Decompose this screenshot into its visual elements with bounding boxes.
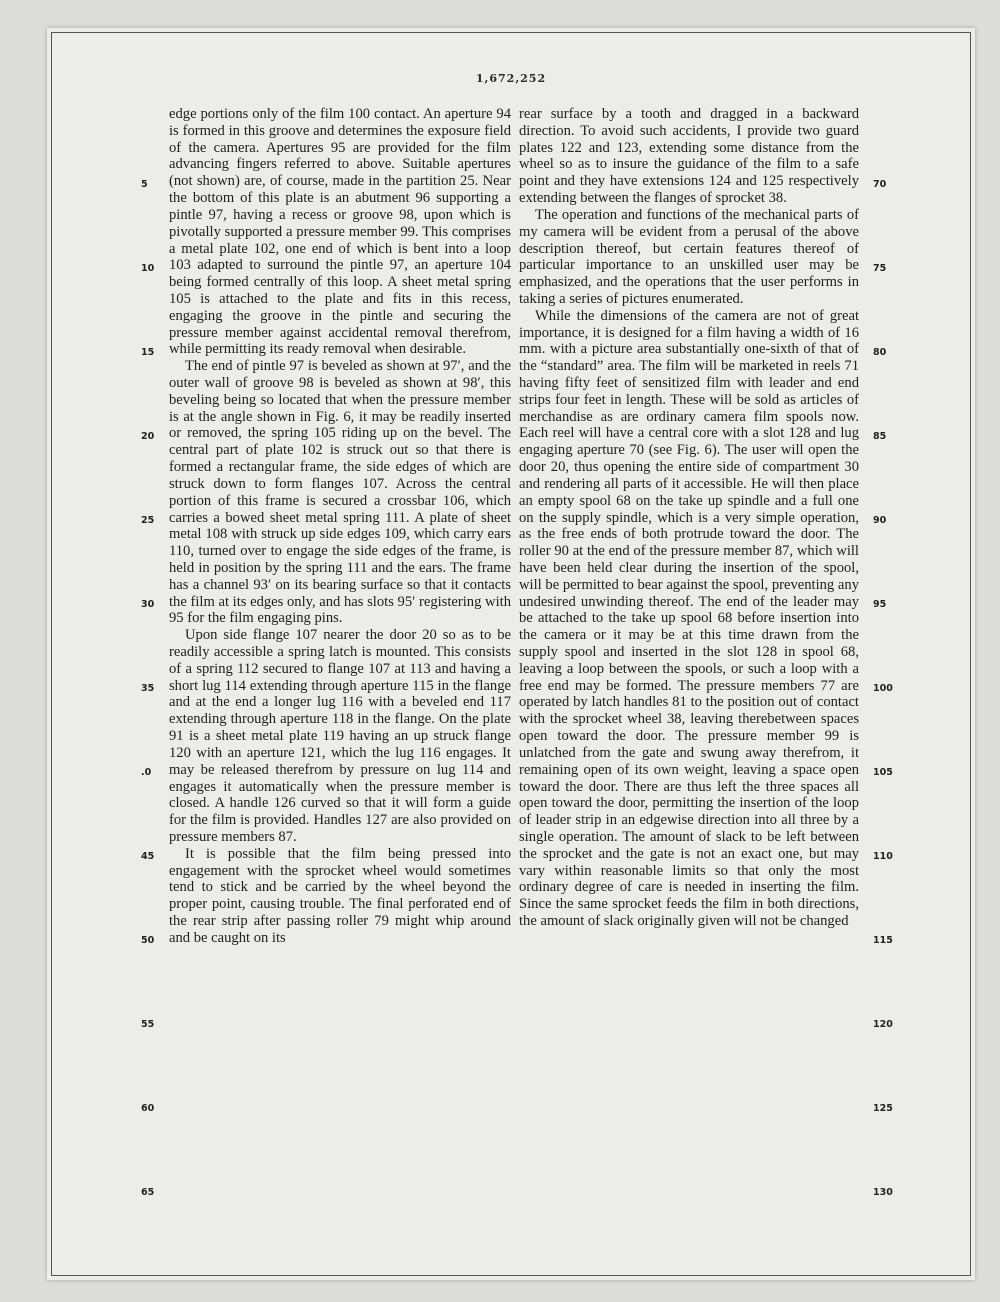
line-number: 90	[873, 515, 887, 526]
line-number: 5	[141, 179, 148, 190]
line-number: 115	[873, 935, 893, 946]
line-number: 60	[141, 1103, 155, 1114]
left-column	[169, 106, 511, 947]
line-number: 65	[141, 1187, 155, 1198]
left-paragraph-4: It is possible that the film being pressed into engagement with the sprocket wheel would sometimes tend to stick and be carried by the wheel beyond the proper point, causing trouble. The final perforated end of the rear strip after passing roller 79 might whip around and be caught on its	[169, 845, 511, 946]
right-paragraph-1: rear surface by a tooth and dragged in a backward direction. To avoid such accidents, I provide two guard plates 122 and 123, extending some distance from the wheel so as to insure the guidance of the film to a safe point and they have extensions 124 and 125 respectively extending between the flanges of sprocket 38.	[519, 106, 859, 207]
left-paragraph-3: Upon side flange 107 nearer the door 20 so as to be readily accessible a spring latch is mounted. This consists of a spring 112 secured to flange 107 at 113 and having a short lug 114 extending through aperture 115 in the flange and at the end a longer lug 116 with a beveled end 117 extending through aperture 118 in the flange. On the plate 91 is a sheet metal plate 119 having an up struck flange 120 with an aperture 121, which the lug 116 engages. It may be released therefrom by pressure on lug 114 and engages it automatically when the pressure member is closed. A handle 126 curved so that it will form a guide for the film is provided. Handles 127 are also provided on pressure members 87.	[169, 627, 511, 845]
line-number: 80	[873, 347, 887, 358]
line-number: 20	[141, 431, 155, 442]
line-number: 25	[141, 515, 155, 526]
line-number: 45	[141, 851, 155, 862]
line-number: 10	[141, 263, 155, 274]
line-number: 55	[141, 1019, 155, 1030]
line-number: 105	[873, 767, 893, 778]
line-number: .0	[141, 767, 152, 778]
line-number: 100	[873, 683, 893, 694]
left-paragraph-2: The end of pintle 97 is beveled as shown at 97′, and the outer wall of groove 98 is beveled as shown at 98′, this beveling being so located that when the pressure member is at the angle shown in Fig. 6, it may be readily inserted or removed, the spring 105 riding up on the bevel. The central part of plate 102 is struck out so that there is formed a rectangular frame, the side edges of which are struck down to form flanges 107. Across the central portion of this frame is secured a crossbar 106, which carries a bowed sheet metal spring 111. A plate of sheet metal 108 with struck up side edges 109, which carry ears 110, turned over to engage the side edges of the frame, is held in position by the spring 111 and the ears. The frame has a channel 93′ on its bearing surface so that it contacts the film at its edges only, and has slots 95′ registering with 95 for the film engaging pins.	[169, 358, 511, 627]
line-number: 15	[141, 347, 155, 358]
left-paragraph-1: edge portions only of the film 100 contact. An aperture 94 is formed in this groove and determines the exposure field of the camera. Apertures 95 are provided for the film advancing fingers referred to above. Suitable apertures (not shown) are, of course, made in the partition 25. Near the bottom of this plate is an abutment 96 supporting a pintle 97, having a recess or groove 98, upon which is pivotally supported a pressure member 99. This comprises a metal plate 102, one end of which is bent into a loop 103 adapted to surround the pintle 97, an aperture 104 being formed centrally of this loop. A sheet metal spring 105 is attached to the plate and fits in this recess, engaging the groove in the pintle and securing the pressure member against accidental removal therefrom, while permitting its ready removal when desirable.	[169, 106, 511, 358]
patent-page	[47, 28, 975, 1280]
line-number: 110	[873, 851, 893, 862]
line-number: 130	[873, 1187, 893, 1198]
line-number: 35	[141, 683, 155, 694]
line-number: 70	[873, 179, 887, 190]
line-number: 50	[141, 935, 155, 946]
line-number: 95	[873, 599, 887, 610]
line-number: 75	[873, 263, 887, 274]
line-number: 120	[873, 1019, 893, 1030]
line-number: 85	[873, 431, 887, 442]
right-paragraph-3: While the dimensions of the camera are not of great importance, it is designed for a film having a width of 16 mm. with a picture area substantially one-sixth of that of the “standard” area. The film will be marketed in reels 71 having fifty feet of sensitized film with leader and end strips four feet in length. These will be sold as articles of merchandise as are ordinary camera film spools now. Each reel will have a central core with a slot 128 and lug engaging aperture 70 (see Fig. 6). The user will open the door 20, thus opening the entire side of compartment 30 and rendering all parts of it accessible. He will then place an empty spool 68 on the take up spindle and a full one on the supply spindle, which is a very simple operation, as the free ends of both protrude toward the door. The roller 90 at the end of the pressure member 87, which will have been held clear during the insertion of the spool, will be permitted to bear against the spool, preventing any undesired unwinding thereof. The end of the leader may be attached to the take up spool 68 before insertion into the camera or it may be at this time drawn from the supply spool and inserted in the slot 128 in spool 68, leaving a loop between the spools, or such a loop with a free end may be formed. The pressure members 77 are operated by latch handles 81 to the position out of contact with the sprocket wheel 38, leaving therebetween spaces open toward the door. The pressure member 99 is unlatched from the gate and swung away therefrom, it remaining open of its own weight, leaving a space open toward the door. There are thus left the three spaces all open toward the door, permitting the insertion of the loop of leader strip in an edgewise direction into all three by a single operation. The amount of slack to be left between the sprocket and the gate is not an exact one, but may vary within reasonable limits so that only the most ordinary degree of care is needed in inserting the film. Since the same sprocket feeds the film in both directions, the amount of slack originally given will not be changed	[519, 307, 859, 929]
right-paragraph-2: The operation and functions of the mechanical parts of my camera will be evident from a perusal of the above description thereof, but certain features thereof of particular importance to an unskilled user may be emphasized, and the operations that the user performs in taking a series of pictures enumerated.	[519, 206, 859, 307]
right-column	[519, 106, 859, 930]
line-number: 30	[141, 599, 155, 610]
patent-number: 1,672,252	[475, 72, 547, 85]
line-number: 125	[873, 1103, 893, 1114]
